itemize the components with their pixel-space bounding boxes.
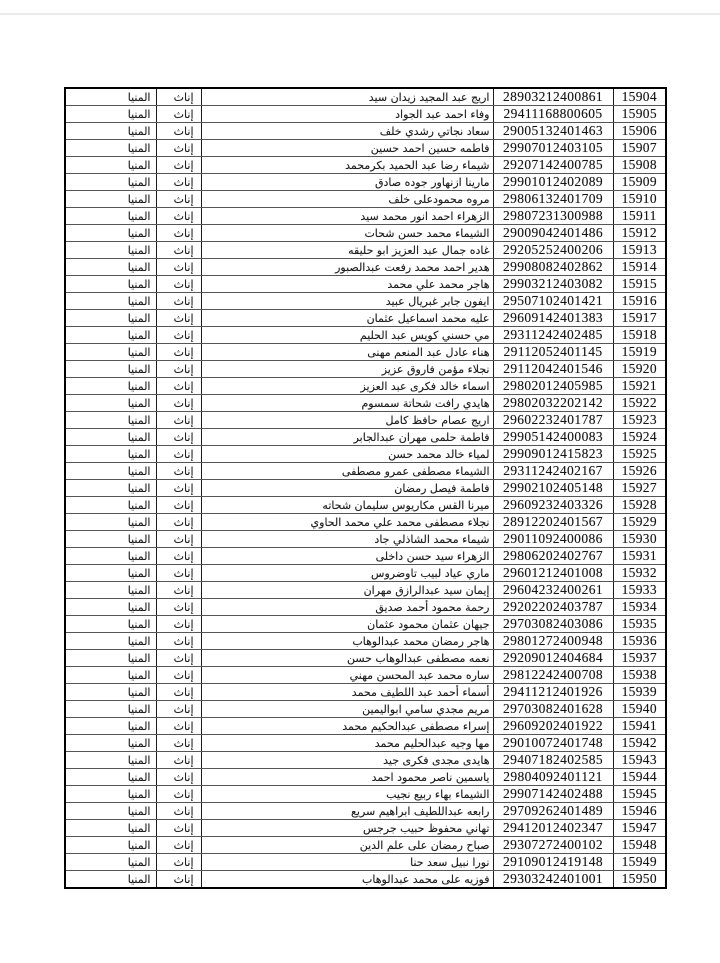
national-id-cell: 29407182402585 [493,752,613,769]
national-id-cell: 29109012419148 [493,854,613,871]
gender-cell: إناث [156,208,201,225]
gender-cell: إناث [156,446,201,463]
national-id-cell: 29311242402167 [493,463,613,480]
person-name-cell: نعمه مصطفى عبدالوهاب حسن [201,650,493,667]
table-row [65,616,666,633]
table-row [65,276,666,293]
serial-number-cell: 15948 [613,837,666,854]
table-row [65,174,666,191]
national-id-cell: 29709262401489 [493,803,613,820]
table-row [65,88,666,106]
gender-cell: إناث [156,599,201,616]
table-body [65,88,666,888]
person-name-cell: فاطمه حسين احمد حسين [201,140,493,157]
table-row [65,412,666,429]
governorate-cell: المنيا [65,854,156,871]
gender-cell: إناث [156,310,201,327]
governorate-cell: المنيا [65,633,156,650]
national-id-cell: 29602232401787 [493,412,613,429]
governorate-cell: المنيا [65,769,156,786]
person-name-cell: إسراء مصطفى عبدالحكيم محمد [201,718,493,735]
serial-number-cell: 15904 [613,88,666,106]
serial-number-cell: 15910 [613,191,666,208]
national-id-cell: 29905142400083 [493,429,613,446]
governorate-cell: المنيا [65,276,156,293]
table-row [65,599,666,616]
national-id-cell: 29307272400102 [493,837,613,854]
person-name-cell: لمياء خالد محمد حسن [201,446,493,463]
person-name-cell: إيمان سيد عبدالرازق مهران [201,582,493,599]
gender-cell: إناث [156,242,201,259]
serial-number-cell: 15912 [613,225,666,242]
table-row [65,820,666,837]
gender-cell: إناث [156,752,201,769]
national-id-cell: 29902102405148 [493,480,613,497]
person-name-cell: هدير احمد محمد رفعت عبدالصبور [201,259,493,276]
serial-number-cell: 15917 [613,310,666,327]
gender-cell: إناث [156,582,201,599]
serial-number-cell: 15926 [613,463,666,480]
serial-number-cell: 15937 [613,650,666,667]
table-row [65,633,666,650]
person-name-cell: اريج عصام حافظ كامل [201,412,493,429]
national-id-cell: 29609232403326 [493,497,613,514]
national-id-cell: 29907142402488 [493,786,613,803]
gender-cell: إناث [156,769,201,786]
person-name-cell: ياسمين ناصر محمود احمد [201,769,493,786]
serial-number-cell: 15908 [613,157,666,174]
governorate-cell: المنيا [65,701,156,718]
table-row [65,140,666,157]
serial-number-cell: 15936 [613,633,666,650]
person-name-cell: جيهان عثمان محمود عثمان [201,616,493,633]
person-name-cell: رحمة محمود أحمد صديق [201,599,493,616]
serial-number-cell: 15927 [613,480,666,497]
national-id-cell: 29411168800605 [493,106,613,123]
person-name-cell: هاجر محمد علي محمد [201,276,493,293]
national-id-cell: 29112042401546 [493,361,613,378]
table-row [65,752,666,769]
national-id-cell: 29112052401145 [493,344,613,361]
person-name-cell: نجلاء مؤمن فاروق عزيز [201,361,493,378]
gender-cell: إناث [156,735,201,752]
gender-cell: إناث [156,803,201,820]
national-id-cell: 29311242402485 [493,327,613,344]
governorate-cell: المنيا [65,752,156,769]
serial-number-cell: 15921 [613,378,666,395]
governorate-cell: المنيا [65,157,156,174]
national-id-cell: 29303242401001 [493,871,613,889]
gender-cell: إناث [156,531,201,548]
gender-cell: إناث [156,565,201,582]
governorate-cell: المنيا [65,837,156,854]
governorate-cell: المنيا [65,497,156,514]
governorate-cell: المنيا [65,140,156,157]
serial-number-cell: 15949 [613,854,666,871]
serial-number-cell: 15938 [613,667,666,684]
person-name-cell: مها وجيه عبدالحليم محمد [201,735,493,752]
serial-number-cell: 15946 [613,803,666,820]
table-row [65,208,666,225]
national-id-cell: 29804092401121 [493,769,613,786]
serial-number-cell: 15907 [613,140,666,157]
person-name-cell: مريم مجدي سامي ابواليمين [201,701,493,718]
gender-cell: إناث [156,514,201,531]
table-row [65,769,666,786]
table-row [65,514,666,531]
national-id-cell: 29604232400261 [493,582,613,599]
governorate-cell: المنيا [65,786,156,803]
national-id-cell: 28912202401567 [493,514,613,531]
serial-number-cell: 15923 [613,412,666,429]
table-row [65,293,666,310]
governorate-cell: المنيا [65,395,156,412]
gender-cell: إناث [156,412,201,429]
national-id-cell: 29205252400206 [493,242,613,259]
serial-number-cell: 15942 [613,735,666,752]
table-row [65,344,666,361]
serial-number-cell: 15928 [613,497,666,514]
serial-number-cell: 15930 [613,531,666,548]
national-id-cell: 29703082401628 [493,701,613,718]
person-name-cell: سعاد نجاتي رشدي خلف [201,123,493,140]
national-id-cell: 29507102401421 [493,293,613,310]
person-name-cell: غاده جمال عبد العزيز ابو حليقه [201,242,493,259]
serial-number-cell: 15950 [613,871,666,889]
person-name-cell: الشيماء بهاء ربيع نجيب [201,786,493,803]
table-row [65,582,666,599]
governorate-cell: المنيا [65,191,156,208]
national-id-cell: 29609142401383 [493,310,613,327]
governorate-cell: المنيا [65,429,156,446]
person-name-cell: مارينا ازنهاور جوده صادق [201,174,493,191]
person-name-cell: هناء عادل عبد المنعم مهنى [201,344,493,361]
governorate-cell: المنيا [65,582,156,599]
serial-number-cell: 15931 [613,548,666,565]
gender-cell: إناث [156,395,201,412]
person-name-cell: الزهراء احمد انور محمد سيد [201,208,493,225]
serial-number-cell: 15909 [613,174,666,191]
table-row [65,803,666,820]
gender-cell: إناث [156,650,201,667]
governorate-cell: المنيا [65,599,156,616]
table-row [65,395,666,412]
serial-number-cell: 15913 [613,242,666,259]
table-row [65,854,666,871]
serial-number-cell: 15945 [613,786,666,803]
serial-number-cell: 15906 [613,123,666,140]
gender-cell: إناث [156,463,201,480]
serial-number-cell: 15925 [613,446,666,463]
governorate-cell: المنيا [65,123,156,140]
roster-table-container [64,87,667,889]
governorate-cell: المنيا [65,514,156,531]
national-id-cell: 29806202402767 [493,548,613,565]
table-row [65,191,666,208]
gender-cell: إناث [156,854,201,871]
person-name-cell: رابعه عبداللطيف ابراهيم سريع [201,803,493,820]
person-name-cell: الزهراء سيد حسن داخلى [201,548,493,565]
table-row [65,123,666,140]
gender-cell: إناث [156,123,201,140]
table-row [65,684,666,701]
person-name-cell: نجلاء مصطفى محمد علي محمد الحاوي [201,514,493,531]
table-row [65,106,666,123]
gender-cell: إناث [156,106,201,123]
serial-number-cell: 15944 [613,769,666,786]
national-id-cell: 29412012402347 [493,820,613,837]
governorate-cell: المنيا [65,684,156,701]
gender-cell: إناث [156,259,201,276]
table-row [65,837,666,854]
governorate-cell: المنيا [65,667,156,684]
table-row [65,548,666,565]
gender-cell: إناث [156,157,201,174]
scan-artifact-line [0,13,720,15]
gender-cell: إناث [156,225,201,242]
table-row [65,480,666,497]
person-name-cell: فوزيه على محمد عبدالوهاب [201,871,493,889]
gender-cell: إناث [156,616,201,633]
gender-cell: إناث [156,344,201,361]
serial-number-cell: 15922 [613,395,666,412]
serial-number-cell: 15916 [613,293,666,310]
national-id-cell: 28903212400861 [493,88,613,106]
gender-cell: إناث [156,361,201,378]
gender-cell: إناث [156,88,201,106]
gender-cell: إناث [156,548,201,565]
national-id-cell: 29909012415823 [493,446,613,463]
table-row [65,310,666,327]
governorate-cell: المنيا [65,259,156,276]
governorate-cell: المنيا [65,174,156,191]
serial-number-cell: 15914 [613,259,666,276]
national-id-cell: 29807231300988 [493,208,613,225]
person-name-cell: شيماء محمد الشاذلي جاد [201,531,493,548]
table-row [65,871,666,889]
gender-cell: إناث [156,497,201,514]
gender-cell: إناث [156,667,201,684]
serial-number-cell: 15939 [613,684,666,701]
governorate-cell: المنيا [65,106,156,123]
table-row [65,565,666,582]
person-name-cell: شيماء رضا عبد الحميد بكرمحمد [201,157,493,174]
gender-cell: إناث [156,480,201,497]
person-name-cell: الشيماء مصطفى عمرو مصطفى [201,463,493,480]
table-row [65,463,666,480]
governorate-cell: المنيا [65,242,156,259]
national-id-cell: 29907012403105 [493,140,613,157]
table-row [65,650,666,667]
governorate-cell: المنيا [65,820,156,837]
governorate-cell: المنيا [65,378,156,395]
national-id-cell: 29806132401709 [493,191,613,208]
national-id-cell: 29802032202142 [493,395,613,412]
person-name-cell: مروه محمودعلى خلف [201,191,493,208]
national-id-cell: 29209012404684 [493,650,613,667]
table-row [65,497,666,514]
serial-number-cell: 15943 [613,752,666,769]
person-name-cell: تهاني محفوظ حبيب جرجس [201,820,493,837]
governorate-cell: المنيا [65,871,156,889]
table-row [65,429,666,446]
gender-cell: إناث [156,633,201,650]
serial-number-cell: 15924 [613,429,666,446]
gender-cell: إناث [156,718,201,735]
gender-cell: إناث [156,293,201,310]
governorate-cell: المنيا [65,344,156,361]
governorate-cell: المنيا [65,463,156,480]
serial-number-cell: 15932 [613,565,666,582]
serial-number-cell: 15919 [613,344,666,361]
person-name-cell: صباح رمضان على علم الدين [201,837,493,854]
gender-cell: إناث [156,701,201,718]
table-row [65,701,666,718]
table-row [65,786,666,803]
national-id-cell: 29703082403086 [493,616,613,633]
governorate-cell: المنيا [65,327,156,344]
person-name-cell: فاطمة حلمى مهران عبدالجابر [201,429,493,446]
table-row [65,327,666,344]
serial-number-cell: 15911 [613,208,666,225]
gender-cell: إناث [156,786,201,803]
table-row [65,378,666,395]
governorate-cell: المنيا [65,616,156,633]
national-id-cell: 29908082402862 [493,259,613,276]
national-id-cell: 29812242400708 [493,667,613,684]
gender-cell: إناث [156,276,201,293]
table-row [65,242,666,259]
governorate-cell: المنيا [65,361,156,378]
serial-number-cell: 15915 [613,276,666,293]
gender-cell: إناث [156,174,201,191]
governorate-cell: المنيا [65,446,156,463]
national-id-cell: 29009042401486 [493,225,613,242]
person-name-cell: هايدى مجدى فكرى جيد [201,752,493,769]
gender-cell: إناث [156,429,201,446]
serial-number-cell: 15947 [613,820,666,837]
person-name-cell: ايفون جابر غبريال عبيد [201,293,493,310]
governorate-cell: المنيا [65,225,156,242]
serial-number-cell: 15933 [613,582,666,599]
person-name-cell: ماري عياد لبيب تاوضروس [201,565,493,582]
governorate-cell: المنيا [65,88,156,106]
person-name-cell: نورا نبيل سعد حنا [201,854,493,871]
table-row [65,735,666,752]
national-id-cell: 29011092400086 [493,531,613,548]
national-id-cell: 29202202403787 [493,599,613,616]
gender-cell: إناث [156,378,201,395]
serial-number-cell: 15905 [613,106,666,123]
table-row [65,446,666,463]
table-row [65,531,666,548]
person-name-cell: اسماء خالد فكرى عبد العزيز [201,378,493,395]
governorate-cell: المنيا [65,718,156,735]
table-row [65,259,666,276]
person-name-cell: ميرنا القس مكاريوس سليمان شحاته [201,497,493,514]
national-id-cell: 29802012405985 [493,378,613,395]
gender-cell: إناث [156,837,201,854]
gender-cell: إناث [156,327,201,344]
national-id-cell: 29609202401922 [493,718,613,735]
person-name-cell: عليه محمد اسماعيل عثمان [201,310,493,327]
governorate-cell: المنيا [65,565,156,582]
national-id-cell: 29207142400785 [493,157,613,174]
person-name-cell: الشيماء محمد حسن شحات [201,225,493,242]
person-name-cell: أسماء أحمد عبد اللطيف محمد [201,684,493,701]
national-id-cell: 29411212401926 [493,684,613,701]
gender-cell: إناث [156,191,201,208]
table-row [65,157,666,174]
governorate-cell: المنيا [65,208,156,225]
person-name-cell: ساره محمد عبد المحسن مهني [201,667,493,684]
national-id-cell: 29903212403082 [493,276,613,293]
serial-number-cell: 15929 [613,514,666,531]
student-roster-table [64,87,667,889]
serial-number-cell: 15934 [613,599,666,616]
gender-cell: إناث [156,820,201,837]
gender-cell: إناث [156,140,201,157]
governorate-cell: المنيا [65,310,156,327]
governorate-cell: المنيا [65,531,156,548]
person-name-cell: فاطمة فيصل رمضان [201,480,493,497]
table-row [65,225,666,242]
serial-number-cell: 15918 [613,327,666,344]
national-id-cell: 29801272400948 [493,633,613,650]
governorate-cell: المنيا [65,293,156,310]
person-name-cell: وفاء احمد عبد الجواد [201,106,493,123]
governorate-cell: المنيا [65,803,156,820]
person-name-cell: هاجر رمضان محمد عبدالوهاب [201,633,493,650]
person-name-cell: اريج عبد المجيد زيدان سيد [201,88,493,106]
national-id-cell: 29601212401008 [493,565,613,582]
governorate-cell: المنيا [65,412,156,429]
national-id-cell: 29901012402089 [493,174,613,191]
serial-number-cell: 15920 [613,361,666,378]
table-row [65,718,666,735]
national-id-cell: 29010072401748 [493,735,613,752]
person-name-cell: هايدي رافت شحاتة سمسوم [201,395,493,412]
serial-number-cell: 15935 [613,616,666,633]
governorate-cell: المنيا [65,650,156,667]
serial-number-cell: 15940 [613,701,666,718]
governorate-cell: المنيا [65,480,156,497]
person-name-cell: مي حسني كويس عبد الحليم [201,327,493,344]
governorate-cell: المنيا [65,548,156,565]
governorate-cell: المنيا [65,735,156,752]
gender-cell: إناث [156,871,201,889]
serial-number-cell: 15941 [613,718,666,735]
gender-cell: إناث [156,684,201,701]
table-row [65,667,666,684]
table-row [65,361,666,378]
national-id-cell: 29005132401463 [493,123,613,140]
